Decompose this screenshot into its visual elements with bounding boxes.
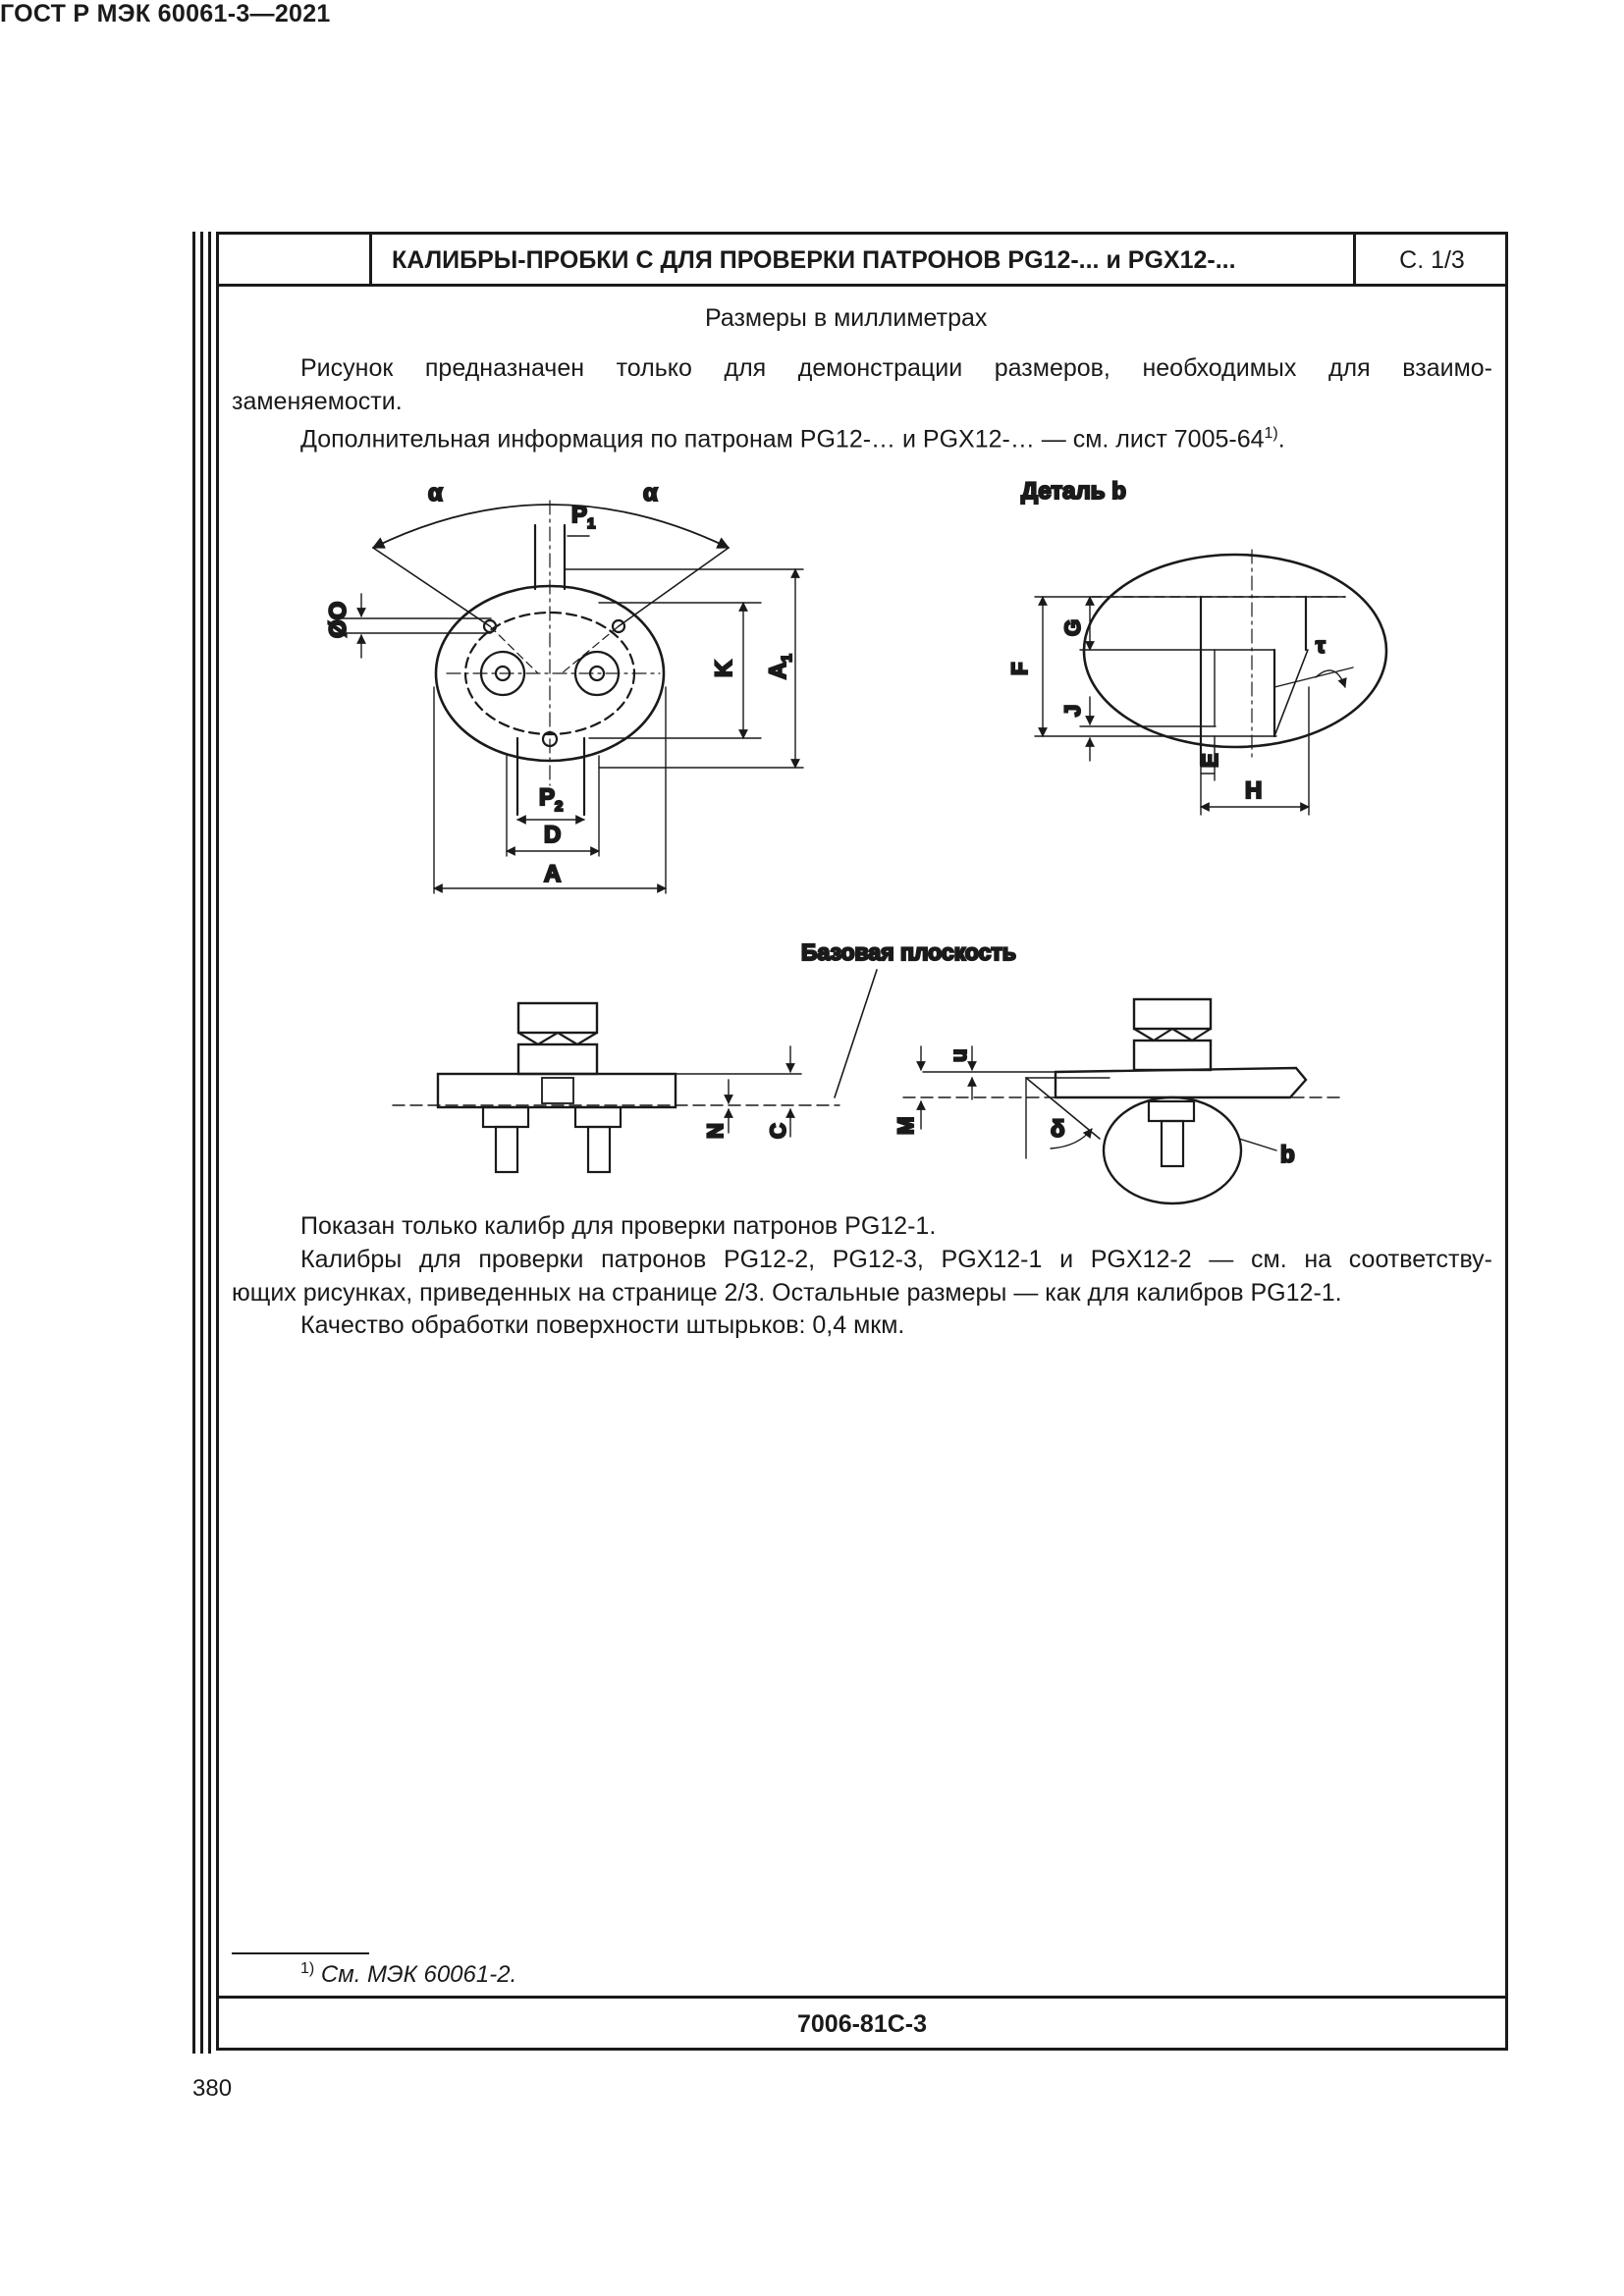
note-line3: Качество обработки поверхности штырьков: 0,4 мкм. bbox=[300, 1311, 905, 1339]
label-p2-sub: 2 bbox=[555, 798, 564, 815]
intro-paragraph-line1: Рисунок предназначен только для демонстрации размеров, необходимых для взаимо- bbox=[300, 354, 1492, 382]
label-d: D bbox=[544, 822, 562, 848]
label-b: b bbox=[1280, 1142, 1295, 1168]
note-line2b: ющих рисунках, приведенных на странице 2/3. Остальные размеры — как для калибров PG12-1. bbox=[232, 1279, 1342, 1307]
note-line2a: Калибры для проверки патронов PG12-2, PG12-3, PGX12-1 и PGX12-2 — см. на соответству- bbox=[300, 1246, 1492, 1273]
label-f: F bbox=[1007, 662, 1032, 675]
note-line1: Показан только калибр для проверки патронов PG12-1. bbox=[300, 1212, 937, 1240]
label-o: ØO bbox=[325, 601, 352, 638]
plan-view bbox=[325, 480, 803, 893]
label-k: K bbox=[711, 660, 737, 677]
label-p1: P bbox=[571, 502, 588, 528]
label-alpha-right: α bbox=[643, 480, 658, 507]
label-u: u bbox=[947, 1048, 971, 1062]
label-a1-sub: 1 bbox=[779, 654, 795, 663]
sheet-code: 7006-81С-3 bbox=[796, 2010, 928, 2038]
footnote-separator bbox=[232, 1952, 369, 1954]
label-c: C bbox=[766, 1123, 790, 1139]
footnote-ref: 1) bbox=[1264, 425, 1278, 442]
footnote bbox=[300, 1960, 516, 1989]
label-g: G bbox=[1060, 618, 1085, 636]
page-number: 380 bbox=[192, 2075, 233, 2102]
label-a1: A bbox=[765, 662, 791, 679]
svg-text:P2 bbox=[539, 784, 563, 815]
detail-title: Деталь b bbox=[1021, 478, 1126, 505]
intro-paragraph-line2: заменяемости. bbox=[232, 388, 403, 415]
sheet-title: КАЛИБРЫ-ПРОБКИ С ДЛЯ ПРОВЕРКИ ПАТРОНОВ PG12-... и PGX12-... bbox=[392, 246, 1236, 274]
label-p1-sub: 1 bbox=[587, 515, 596, 532]
sheet-number: С. 1/3 bbox=[1399, 246, 1465, 274]
units-note: Размеры в миллиметрах bbox=[705, 304, 988, 332]
label-p2: P bbox=[539, 784, 556, 811]
footer-row bbox=[219, 1996, 1505, 2048]
label-a: A bbox=[544, 861, 562, 887]
svg-text:A1 bbox=[765, 654, 795, 679]
footnote-text: См. МЭК 60061-2. bbox=[320, 1961, 517, 1988]
intro-p2-end: . bbox=[1277, 425, 1285, 454]
detail-b bbox=[1007, 478, 1386, 815]
footnote-marker: 1) bbox=[300, 1960, 315, 1977]
side-views bbox=[393, 939, 1343, 1203]
label-base-plane: Базовая плоскость bbox=[801, 939, 1016, 965]
standard-header: ГОСТ Р МЭК 60061-3—2021 bbox=[0, 0, 331, 27]
label-alpha-left: α bbox=[428, 480, 443, 507]
label-h: H bbox=[1245, 777, 1263, 804]
label-j: J bbox=[1060, 704, 1085, 717]
label-tau: τ bbox=[1316, 633, 1326, 658]
label-e: E bbox=[1198, 753, 1222, 768]
label-delta: δ bbox=[1051, 1116, 1065, 1143]
label-m: M bbox=[893, 1116, 918, 1135]
intro-p2-text: Дополнительная информация по патронам PG12-… и PGX12-… — см. лист 7005-64 bbox=[300, 425, 1265, 454]
label-n: N bbox=[703, 1123, 728, 1139]
